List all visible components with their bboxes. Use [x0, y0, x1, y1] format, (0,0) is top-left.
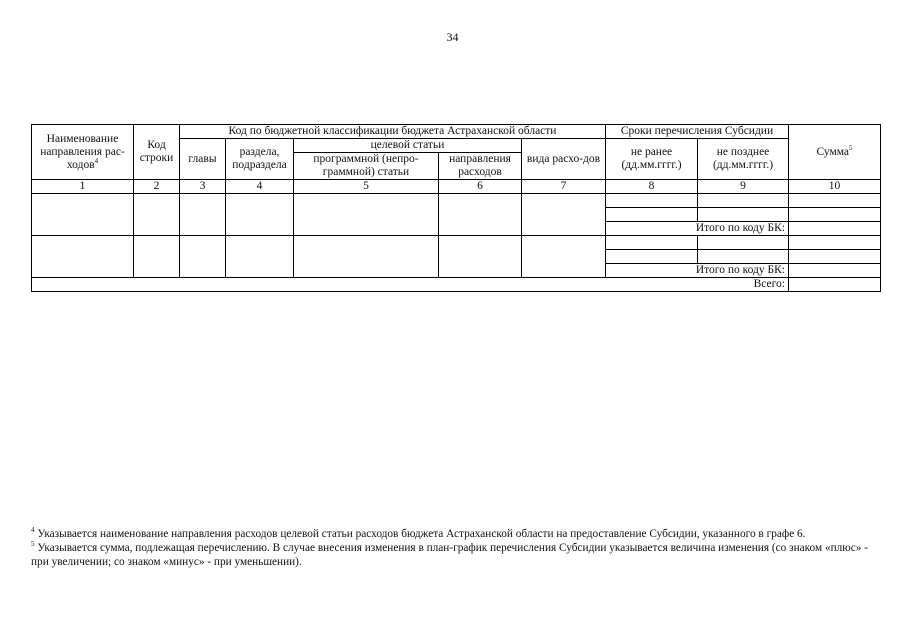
cell[interactable] — [606, 250, 698, 264]
col-num: 3 — [180, 180, 226, 194]
col-num: 8 — [606, 180, 698, 194]
header-expense-direction: направления расходов — [439, 153, 522, 180]
cell[interactable] — [698, 250, 789, 264]
table-row — [32, 194, 881, 208]
col-num: 7 — [522, 180, 606, 194]
cell[interactable] — [32, 236, 134, 278]
cell[interactable] — [294, 236, 439, 278]
cell[interactable] — [789, 222, 881, 236]
total-row — [32, 278, 881, 292]
cell[interactable] — [789, 278, 881, 292]
cell[interactable] — [789, 264, 881, 278]
cell[interactable] — [180, 194, 226, 236]
cell[interactable] — [698, 194, 789, 208]
subtotal-label: Итого по коду БК: — [606, 222, 789, 236]
col-num: 10 — [789, 180, 881, 194]
header-terms-group: Сроки перечисления Субсидии — [606, 125, 789, 139]
cell[interactable] — [698, 208, 789, 222]
header-chapter: главы — [180, 139, 226, 180]
header-program-article: программной (непро-граммной) статьи — [294, 153, 439, 180]
cell[interactable] — [439, 236, 522, 278]
cell[interactable] — [789, 208, 881, 222]
col-num: 2 — [134, 180, 180, 194]
header-direction: Наименование направления рас-ходов$^4$ — [32, 125, 134, 180]
column-numbers-row — [32, 180, 881, 194]
cell[interactable] — [522, 236, 606, 278]
header-target-article: целевой статьи — [294, 139, 522, 153]
cell[interactable] — [606, 236, 698, 250]
cell[interactable] — [439, 194, 522, 236]
subtotal-label: Итого по коду БК: — [606, 264, 789, 278]
header-not-later: не позднее (дд.мм.гггг.) — [698, 139, 789, 180]
header-section: раздела, подраздела — [226, 139, 294, 180]
col-num: 9 — [698, 180, 789, 194]
cell[interactable] — [32, 194, 134, 236]
cell[interactable] — [294, 194, 439, 236]
payment-schedule-table — [31, 124, 881, 292]
col-num: 1 — [32, 180, 134, 194]
footnote-5: $^5$ Указывается сумма, подлежащая перечислению. В случае внесения изменения в план-график перечисления Субсидии указывается величина изменения (со знаком «плюс» - при увеличении; со знаком «минус» - при уменьшении). — [31, 540, 868, 568]
cell[interactable] — [226, 194, 294, 236]
header-row-code: Код строки — [134, 125, 180, 180]
cell[interactable] — [698, 236, 789, 250]
cell[interactable] — [789, 250, 881, 264]
col-num: 6 — [439, 180, 522, 194]
cell[interactable] — [180, 236, 226, 278]
cell[interactable] — [789, 194, 881, 208]
col-num: 4 — [226, 180, 294, 194]
header-bk-group: Код по бюджетной классификации бюджета Астраханской области — [180, 125, 606, 139]
cell[interactable] — [789, 236, 881, 250]
page-number: 34 — [446, 30, 459, 44]
cell[interactable] — [606, 194, 698, 208]
footnotes — [31, 527, 881, 569]
col-num: 5 — [294, 180, 439, 194]
cell[interactable] — [522, 194, 606, 236]
cell[interactable] — [606, 208, 698, 222]
footnote-4: $^4$ Указывается наименование направления расходов целевой статьи расходов бюджета Астраханской области на предоставление Субсидии, указанного в графе 6. — [31, 526, 806, 540]
table-row — [32, 236, 881, 250]
header-sum: Сумма$^5$ — [789, 125, 881, 180]
cell[interactable] — [134, 236, 180, 278]
header-expense-type: вида расхо-дов — [522, 139, 606, 180]
total-label: Всего: — [32, 278, 789, 292]
cell[interactable] — [134, 194, 180, 236]
cell[interactable] — [226, 236, 294, 278]
header-not-earlier: не ранее (дд.мм.гггг.) — [606, 139, 698, 180]
